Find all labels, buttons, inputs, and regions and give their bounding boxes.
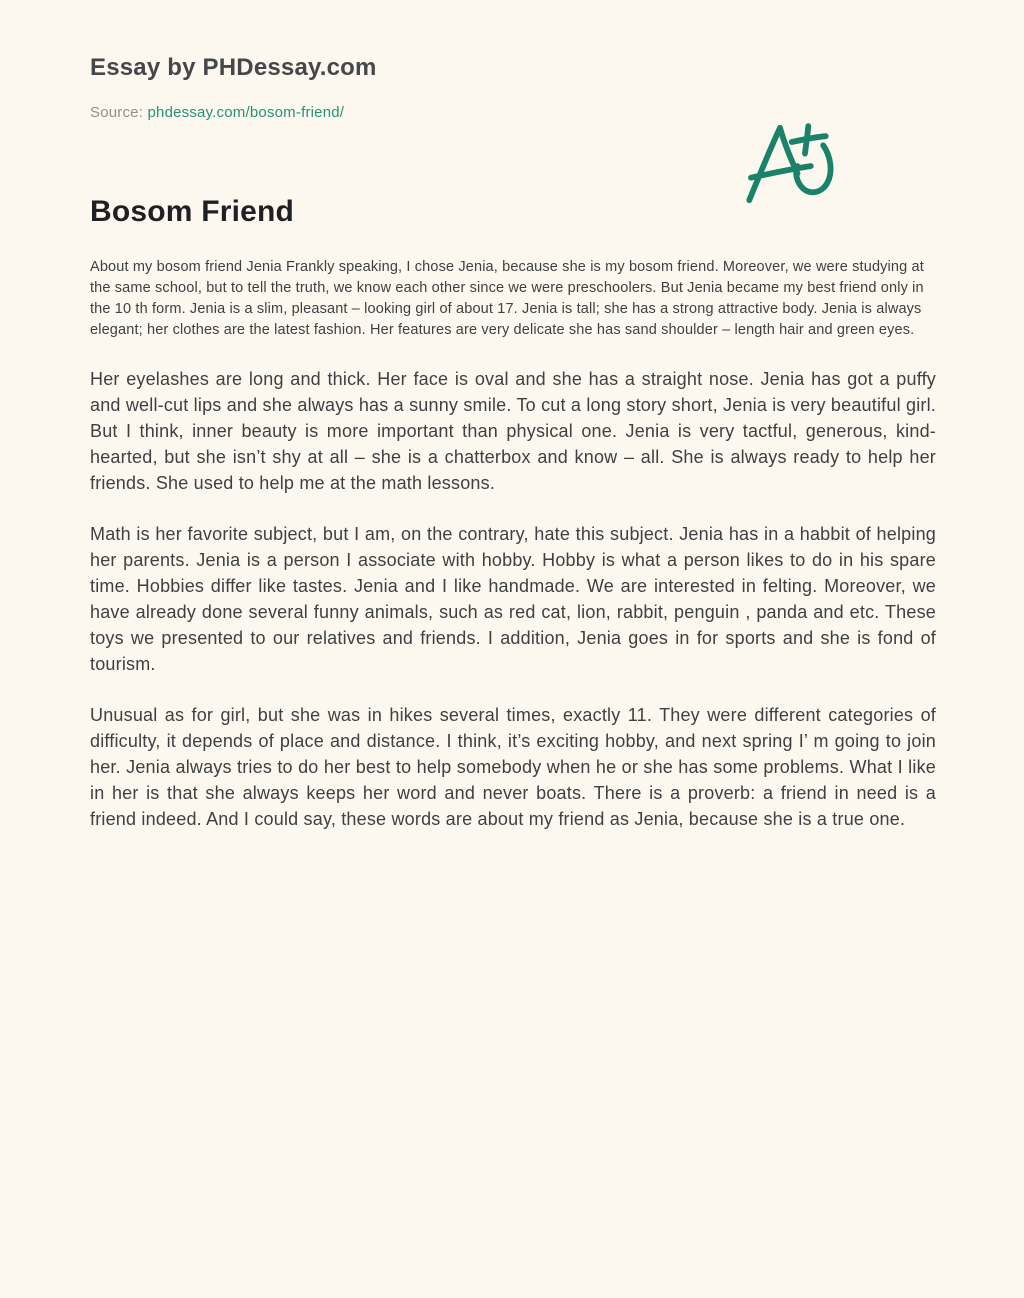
a-plus-logo-icon bbox=[736, 116, 844, 212]
site-title: Essay by PHDessay.com bbox=[90, 54, 377, 81]
essay-paragraph-4: Unusual as for girl, but she was in hikes several times, exactly 11. They were different categories of difficulty, it depends of place and distance. I think, it’s exciting hobby, and next spring I’ m going to join her. Jenia always tries to do her best to help somebody when he or she has some problems. What I like in her is that she always keeps her word and never boats. There is a proverb: a friend in need is a friend indeed. And I could say, these words are about my friend as Jenia, because she is a true one. bbox=[90, 705, 936, 829]
source-link[interactable]: phdessay.com/bosom-friend/ bbox=[147, 104, 345, 121]
essay-paragraph-3: Math is her favorite subject, but I am, on the contrary, hate this subject. Jenia has in a habbit of helping her parents. Jenia is a person I associate with hobby. Hobby is what a person likes to do in his spare time. Hobbies differ like tastes. Jenia and I like handmade. We are interested in felting. Moreover, we have already done several funny animals, such as red cat, lion, rabbit, penguin , panda and etc. These toys we presented to our relatives and friends. I addition, Jenia goes in for sports and she is fond of tourism. bbox=[90, 524, 936, 674]
essay-content bbox=[90, 195, 936, 832]
essay-paragraph-1: About my bosom friend Jenia Frankly speaking, I chose Jenia, because she is my bosom friend. Moreover, we were studying at the same school, but to tell the truth, we know each other since we were preschoolers. But Jenia became my best friend only in the 10 th form. Jenia is a slim, pleasant – looking girl of about 17. Jenia is tall; she has a strong attractive body. Jenia is always elegant; her clothes are the latest fashion. Her features are very delicate she has sand shoulder – length hair and green eyes. bbox=[90, 259, 924, 338]
essay-paragraph-2: Her eyelashes are long and thick. Her face is oval and she has a straight nose. Jenia has got a puffy and well-cut lips and she always has a sunny smile. To cut a long story short, Jenia is very beautiful girl. But I think, inner beauty is more important than physical one. Jenia is very tactful, generous, kind-hearted, but she isn’t shy at all – she is a chatterbox and know – all. She is always ready to help her friends. She used to help me at the math lessons. bbox=[90, 369, 936, 493]
page-header bbox=[90, 54, 936, 121]
essay-title: Bosom Friend bbox=[90, 195, 295, 228]
source-label: Source: bbox=[90, 104, 144, 121]
